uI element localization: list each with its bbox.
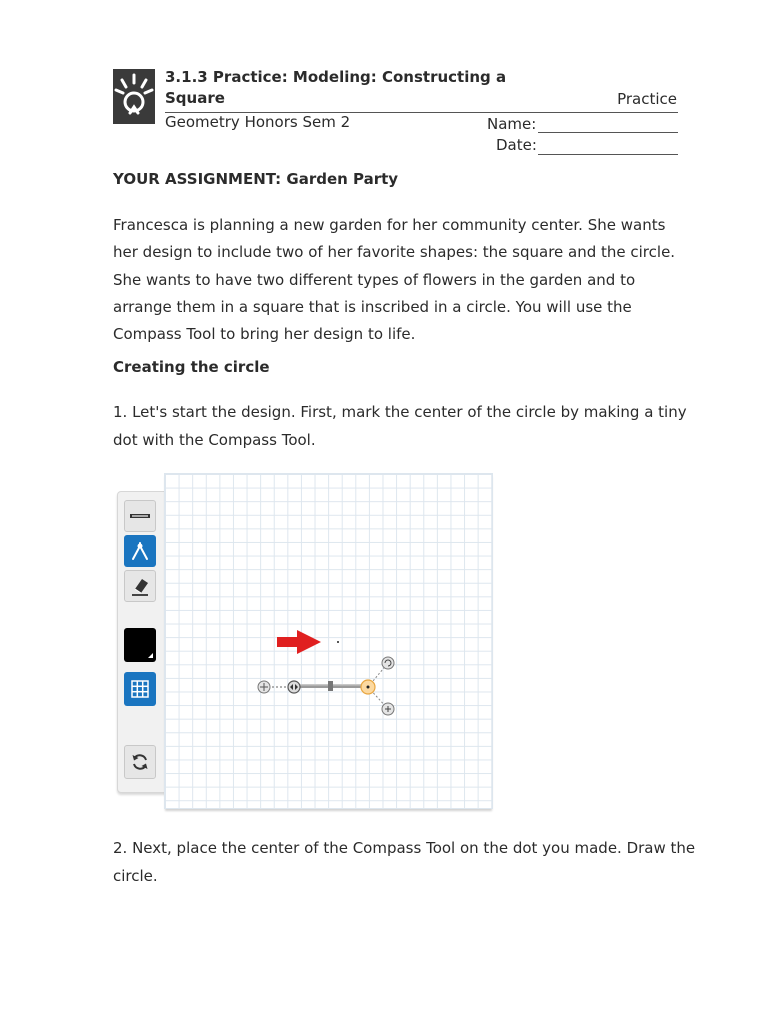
assignment-heading: YOUR ASSIGNMENT: Garden Party (113, 170, 399, 188)
width-handle-icon[interactable] (288, 681, 300, 693)
name-field[interactable] (538, 132, 678, 133)
name-label: Name: (487, 115, 537, 133)
date-field[interactable] (538, 154, 678, 155)
step-1-instruction: 1. Let's start the design. First, mark the center of the circle by making a tiny dot with the Compass Tool. (113, 403, 687, 449)
reset-button[interactable] (124, 745, 156, 779)
eraser-tool-button[interactable] (124, 570, 156, 602)
page-title: 3.1.3 Practice: Modeling: Constructing a Square (165, 68, 507, 107)
section-heading: Creating the circle (113, 358, 270, 376)
drawing-canvas[interactable] (164, 473, 493, 809)
assignment-intro: Francesca is planning a new garden for her community center. She wants her design to include two of her favorite shapes: the square and the circle. She wants to have two different types of flowers in the garden and to arrange them in a square that is inscribed in a circle. You will use the Compass Tool to bring her design to life. (113, 216, 676, 344)
document-type-label: Practice (617, 90, 677, 108)
center-dot (337, 641, 339, 643)
sun-bulb-icon (113, 69, 155, 124)
canvas-overlay (165, 474, 492, 808)
course-name: Geometry Honors Sem 2 (165, 113, 351, 131)
ruler-icon (129, 511, 151, 521)
move-handle-icon[interactable] (258, 681, 270, 693)
color-swatch-icon (124, 628, 156, 662)
grid-icon (131, 680, 149, 698)
color-picker-button[interactable] (124, 628, 156, 662)
pointer-arrow-icon (277, 630, 321, 654)
logo (113, 69, 155, 124)
draw-handle-icon[interactable] (382, 703, 394, 715)
date-label: Date: (496, 136, 537, 154)
refresh-icon (130, 752, 150, 772)
straightedge-tool-button[interactable] (124, 500, 156, 532)
grid-toggle-button[interactable] (124, 672, 156, 706)
rotate-handle-icon[interactable] (382, 657, 394, 669)
eraser-icon (129, 575, 151, 597)
compass-widget[interactable] (258, 657, 394, 715)
compass-tool-button[interactable] (124, 535, 156, 567)
compass-pivot-icon[interactable] (361, 680, 375, 694)
step-2-instruction: 2. Next, place the center of the Compass Tool on the dot you made. Draw the circle. (113, 839, 696, 885)
compass-icon (129, 540, 151, 562)
